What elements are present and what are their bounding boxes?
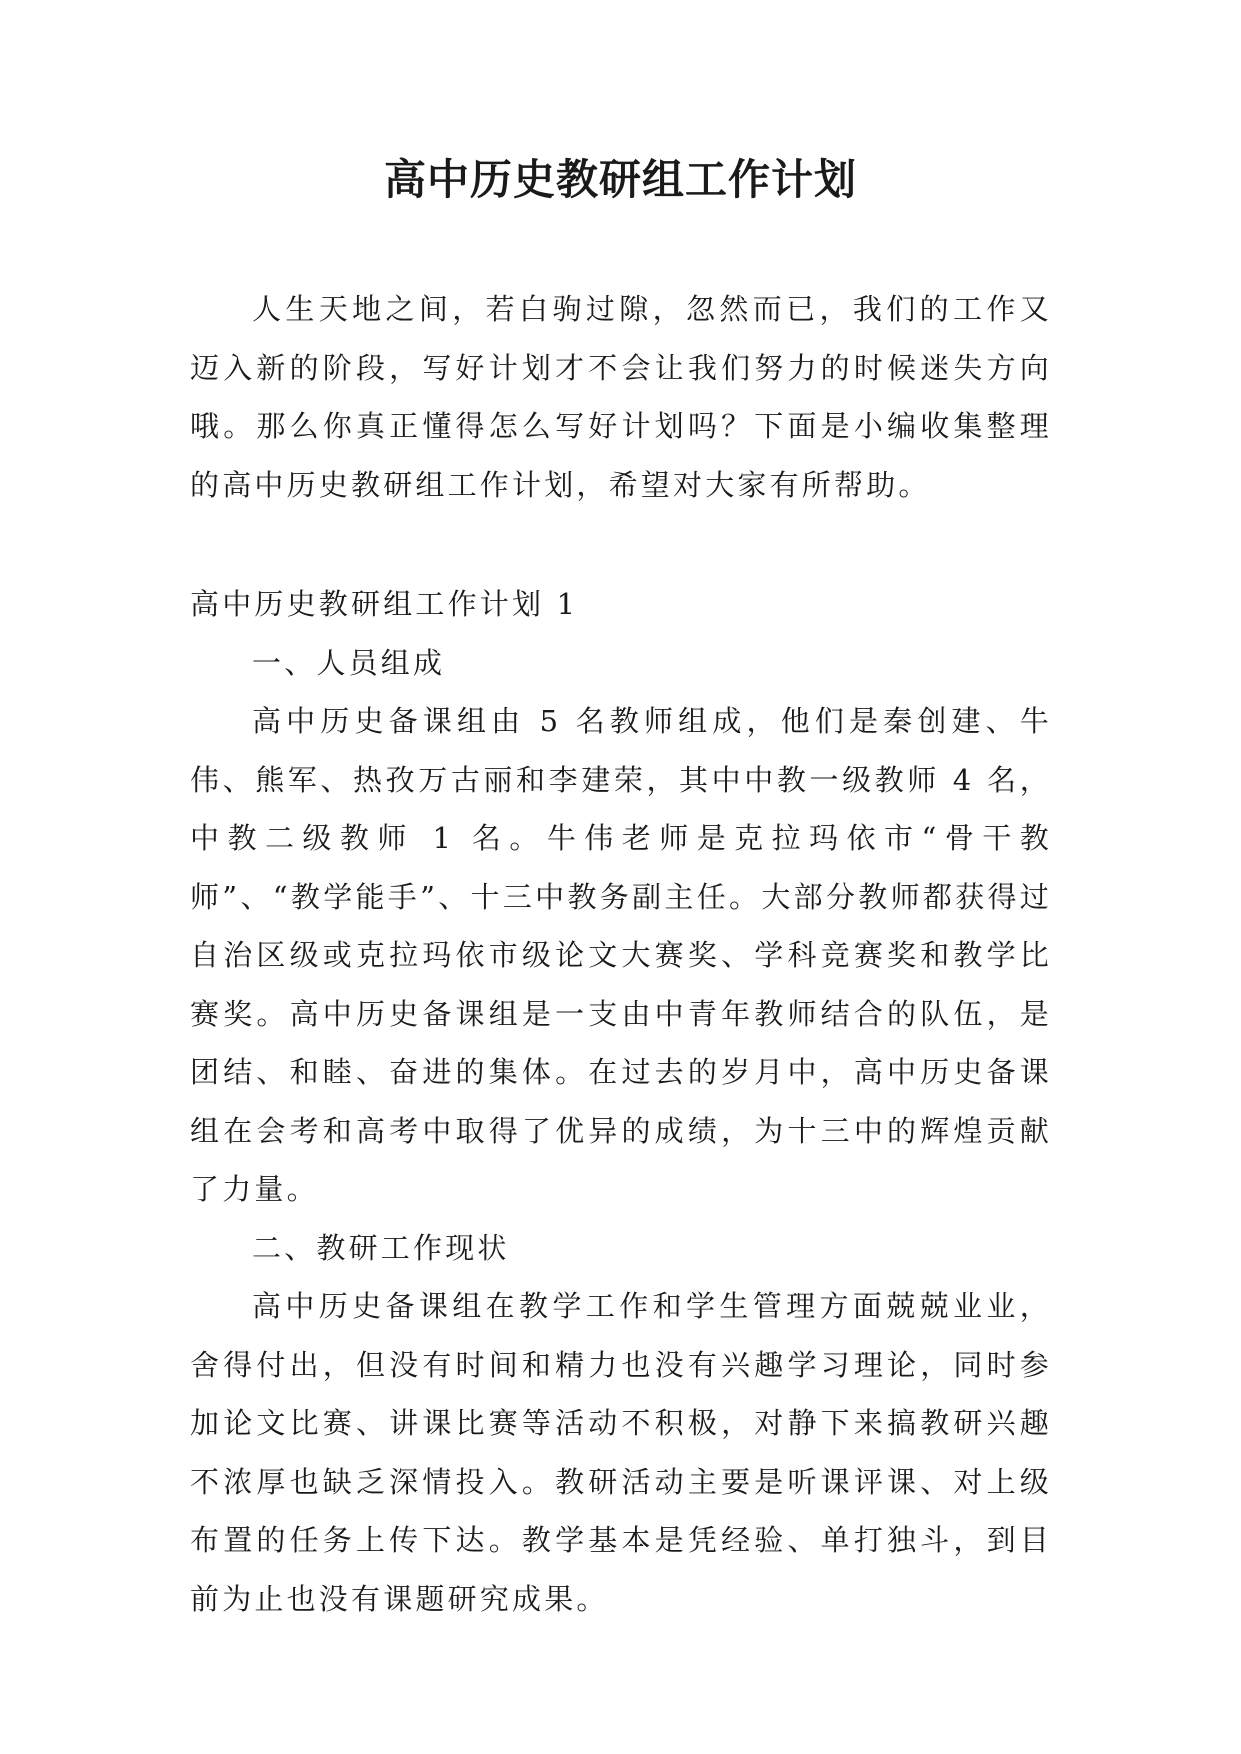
plan-heading: 高中历史教研组工作计划 1 xyxy=(190,587,579,621)
section-heading-staff: 一、人员组成 xyxy=(252,645,446,680)
document-title: 高中历史教研组工作计划 xyxy=(383,155,857,204)
section-body-staff: 高中历史备课组由 5 名教师组成，他们是秦创建、牛伟、熊军、热孜万古丽和李建荣，其中中教一级教师 4 名，中教二级教师 1 名。牛伟老师是克拉玛依市“骨干教师”、“教学能手”、十三中教务副主任。大部分教师都获得过自治区级或克拉玛依市级论文大赛奖、学科竞赛奖和教学比赛奖。高中历史备课组是一支由中青年教师结合的队伍，是团结、和睦、奋进的集体。在过去的岁月中，高中历史备课组在会考和高考中取得了优异的成绩，为十三中的辉煌贡献了力量。 xyxy=(190,704,1052,1206)
intro-paragraph: 人生天地之间，若白驹过隙，忽然而已，我们的工作又迈入新的阶段，写好计划才不会让我们努力的时候迷失方向哦。那么你真正懂得怎么写好计划吗？下面是小编收集整理的高中历史教研组工作计划，希望对大家有所帮助。 xyxy=(190,292,1052,502)
plan-section xyxy=(190,575,1052,1628)
section-heading-status: 二、教研工作现状 xyxy=(252,1230,510,1265)
section-body-status: 高中历史备课组在教学工作和学生管理方面兢兢业业，舍得付出，但没有时间和精力也没有兴趣学习理论，同时参加论文比赛、讲课比赛等活动不积极，对静下来搞教研兴趣不浓厚也缺乏深情投入。教研活动主要是听课评课、对上级布置的任务上传下达。教学基本是凭经验、单打独斗，到目前为止也没有课题研究成果。 xyxy=(190,1289,1052,1616)
